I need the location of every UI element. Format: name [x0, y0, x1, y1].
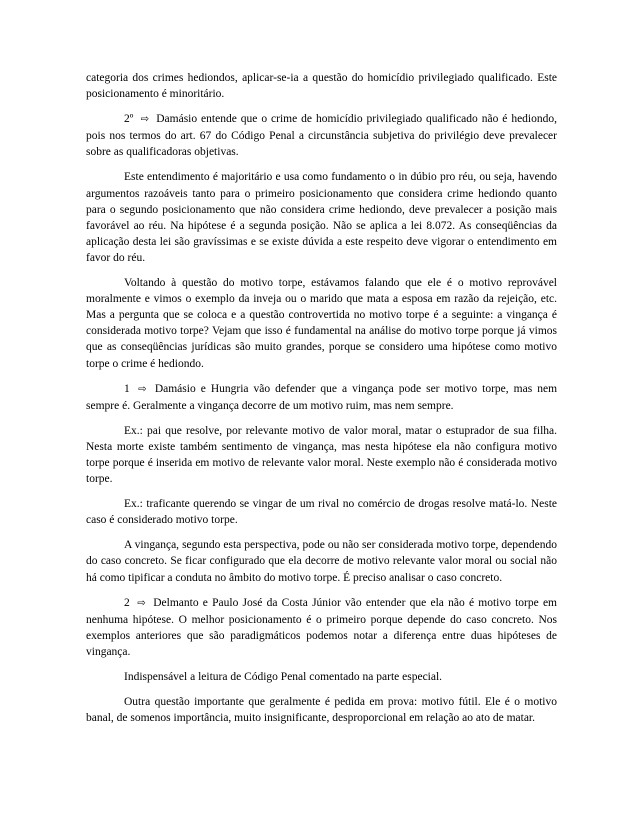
arrow-right-icon: ⇨: [140, 114, 149, 126]
paragraph-motivo-futil: Outra questão importante que geralmente é pedida em prova: motivo fútil. Ele é o motivo banal, de somenos importância, muito insignificante, desproporcional em relação ao ato de matar.: [86, 696, 557, 725]
document-page: [86, 70, 557, 735]
paragraph-reading-note: Indispensável a leitura de Código Penal comentado na parte especial.: [124, 671, 443, 683]
paragraph-second-position: [86, 111, 557, 160]
paragraph-example-trafficker: Ex.: traficante querendo se vingar de um rival no comércio de drogas resolve matá-lo. Neste caso é considerado motivo torpe.: [86, 498, 557, 527]
paragraph-second-view: [86, 595, 557, 660]
item-text: Damásio entende que o crime de homicídio privilegiado qualificado não é hediondo, pois nos termos do art. 67 do Código Penal a circunstância subjetiva do privilégio deve prevalecer sobre as qualificadoras objetivas.: [86, 113, 558, 159]
item-marker: 1: [124, 382, 130, 395]
paragraph-example-father: Ex.: pai que resolve, por relevante motivo de valor moral, matar o estuprador de sua filha. Nesta morte existe também sentimento de vingança, mas nesta hipótese ela não configura motivo torpe porque é inserida em motivo de relevante valor moral. Neste exemplo não é considerada motivo torpe.: [86, 424, 557, 486]
item-text: Damásio e Hungria vão defender que a vingança pode ser motivo torpe, mas nem sempre é. Geralmente a vingança decorre de um motivo ruim, mas nem sempre.: [86, 382, 558, 412]
paragraph-vengeance: A vingança, segundo esta perspectiva, pode ou não ser considerada motivo torpe, dependendo do caso concreto. Se ficar configurado que ela decorre de motivo relevante valor moral ou social não há como tipificar a conduta no âmbito do motivo torpe. É preciso analisar o caso concreto.: [86, 539, 557, 584]
item-marker: 2: [124, 596, 130, 609]
paragraph-first-view: [86, 381, 557, 414]
paragraph-majority: Este entendimento é majoritário e usa como fundamento o in dúbio pro réu, ou seja, havendo argumentos razoáveis tanto para o primeiro posicionamento que considera crime hediondo quanto para o segundo posicionamento que não considera crime hediondo, deve prevalecer a posição mais favorável ao réu. Na hipótese é a segunda posição. Não se aplica a lei 8.072. As conseqüências da aplicação desta lei são gravíssimas e se existe dúvida a este respeito deve vigorar o entendimento em favor do réu.: [86, 171, 557, 264]
item-marker: 2º: [124, 113, 134, 126]
arrow-right-icon: ⇨: [137, 597, 146, 609]
arrow-right-icon: ⇨: [138, 383, 147, 395]
paragraph-continuation: categoria dos crimes hediondos, aplicar-se-ia a questão do homicídio privilegiado qualificado. Este posicionamento é minoritário.: [86, 72, 557, 101]
paragraph-motivo-torpe: Voltando à questão do motivo torpe, estávamos falando que ele é o motivo reprovável moralmente e vimos o exemplo da inveja ou o marido que mata a esposa em razão da rejeição, etc. Mas a pergunta que se coloca e a questão controvertida no motivo torpe é a seguinte: a vingança é considerada motivo torpe? Vejam que isso é fundamental na análise do motivo torpe porque já vimos que as conseqüências jurídicas são muito grandes, porque se considero uma hipótese como motivo torpe o crime é hediondo.: [86, 277, 557, 370]
item-text: Delmanto e Paulo José da Costa Júnior vão entender que ela não é motivo torpe em nenhuma hipótese. O melhor posicionamento é o primeiro porque depende do caso concreto. Nos exemplos anteriores que são paradigmáticos podemos notar a diferença entre duas hipóteses de vingança.: [86, 596, 558, 658]
